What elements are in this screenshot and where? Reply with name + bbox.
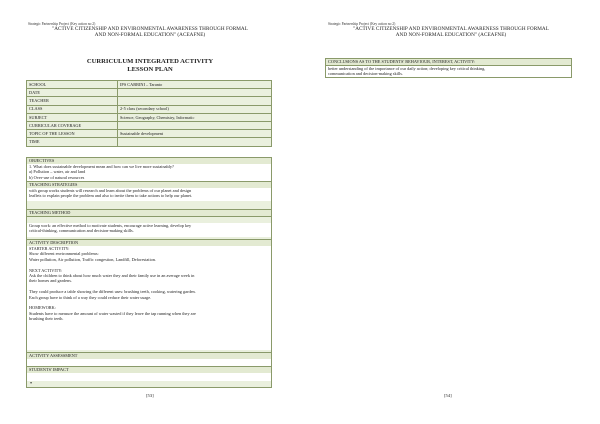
- conclusions-line: better understanding of the importance of our daily action; developing key critical thinking,: [328, 65, 486, 71]
- homework-title: HOMEWORK:: [29, 305, 56, 311]
- teaching-strategies-body: [27, 188, 271, 201]
- table-activity-line: Each group have to think of a way they could reduce their water usage.: [29, 294, 152, 300]
- objective-line: 1. What does sustainable development mean and how can we live more sustainably?: [29, 164, 174, 169]
- homework-line: Students have to measure the amount of water wasted if they leave the tap running when they are: [29, 310, 196, 316]
- table-row: [27, 81, 272, 89]
- objective-line: a) Pollution – water, air and land: [29, 169, 86, 175]
- bullet-point: •: [30, 381, 33, 387]
- table-row: [27, 97, 272, 105]
- row-label: TOPIC OF THE LESSON: [27, 130, 118, 138]
- project-title-line1: "ACTIVE CITIZENSHIP AND ENVIRONMENTAL AWARENESS THROUGH FORMAL: [52, 26, 248, 32]
- table-activity-line: They could produce a table showing the different uses: brushing teeth, cooking, watering garden.: [29, 289, 196, 295]
- row-value: [118, 121, 272, 129]
- conclusions-heading: CONCLUSIONS AS TO THE STUDENTS' BEHAVIOUR, INTEREST, ACTIVITY:: [326, 59, 571, 66]
- teaching-method-body: [27, 223, 271, 237]
- next-activity-line: Ask the children to think about how much water they and their family use in an average week in: [29, 273, 195, 279]
- next-activity-line: their homes and gardens.: [29, 278, 72, 284]
- table-row: [27, 138, 272, 146]
- activity-assessment-heading: ACTIVITY ASSESSMENT: [27, 352, 271, 360]
- conclusions-line: communication and decision-making skills.: [328, 71, 403, 76]
- row-label: SCHOOL: [27, 81, 118, 89]
- strategy-line: with group works students will research and learn about the problems of our planet and design: [29, 188, 192, 193]
- teaching-method-heading: TEACHING METHOD: [27, 209, 271, 217]
- document-title-line1: CURRICULUM INTEGRATED ACTIVITY: [86, 58, 214, 65]
- table-row: [27, 89, 272, 97]
- conclusions-body: [326, 66, 571, 78]
- activity-description-body: [27, 246, 271, 350]
- project-title-line1: "ACTIVE CITIZENSHIP AND ENVIRONMENTAL AWARENESS THROUGH FORMAL: [353, 26, 549, 32]
- page-number: [53]: [146, 393, 154, 398]
- row-label: CLASS: [27, 105, 118, 113]
- starter-line: Show different environmental problems:: [29, 251, 99, 257]
- lesson-info-table: [26, 80, 272, 147]
- next-activity-title: NEXT ACTIVITY:: [29, 267, 63, 273]
- row-label: DATE: [27, 89, 118, 97]
- row-label: TEACHER: [27, 97, 118, 105]
- page-number: [54]: [444, 393, 452, 398]
- activity-description-heading: ACTIVITY DESCRIPTION: [27, 239, 271, 247]
- method-line: critical-thinking, communication and decision-making skills.: [29, 228, 134, 234]
- row-label: TIME: [27, 138, 118, 146]
- table-row: [27, 105, 272, 113]
- project-label: Strategic Partnership Project (Key action no 2): [328, 22, 396, 26]
- starter-line: Water pollution, Air pollution, Traffic congestion, Landfill, Deforestation.: [29, 256, 157, 262]
- activity-assessment-body: [27, 359, 271, 366]
- strategy-line: leaflets to explain people the problem and also to invite them to take actions to help our planet.: [29, 193, 193, 199]
- students-impact-heading: STUDENTS' IMPACT: [27, 366, 271, 374]
- project-title: [30, 26, 270, 39]
- lesson-details-box: [26, 157, 272, 388]
- row-value: IPS CABRINI – Taranto: [118, 81, 272, 89]
- homework-line: brushing their teeth.: [29, 316, 64, 322]
- table-row: [27, 113, 272, 121]
- objectives-heading: OBJECTIVES: [27, 158, 271, 165]
- conclusions-box: [325, 58, 572, 78]
- row-value: [118, 97, 272, 105]
- row-label: CURRICULAR COVERAGE: [27, 121, 118, 129]
- project-label: Strategic Partnership Project (Key action no 2): [28, 22, 96, 26]
- teaching-strategies-heading: TEACHING STRATEGIES: [27, 181, 271, 189]
- row-value: Science, Geography, Chemistry, Informatic: [118, 113, 272, 121]
- starter-title: STARTER ACTIVITY:: [29, 246, 70, 251]
- document-title: [0, 58, 300, 75]
- row-value: [118, 89, 272, 97]
- students-impact-body: [27, 373, 271, 381]
- objectives-body: [27, 164, 271, 181]
- row-value: 2-5 class (secondary school): [118, 105, 272, 113]
- project-title-line2: AND NON-FORMAL EDUCATION" (ACEAFNE): [94, 32, 206, 39]
- row-value: Sustainable development: [118, 130, 272, 138]
- row-value: [118, 138, 272, 146]
- table-row: [27, 121, 272, 129]
- row-label: SUBJECT: [27, 113, 118, 121]
- document-title-line2: LESSON PLAN: [127, 66, 173, 74]
- objective-line: b) Over-use of natural resources: [29, 174, 85, 180]
- method-line: Group work: an effective method to motivate students, encourage active learning, develop key: [29, 223, 192, 228]
- project-title-line2: AND NON-FORMAL EDUCATION" (ACEAFNE): [395, 32, 507, 39]
- table-row: [27, 130, 272, 138]
- project-title: [331, 26, 571, 39]
